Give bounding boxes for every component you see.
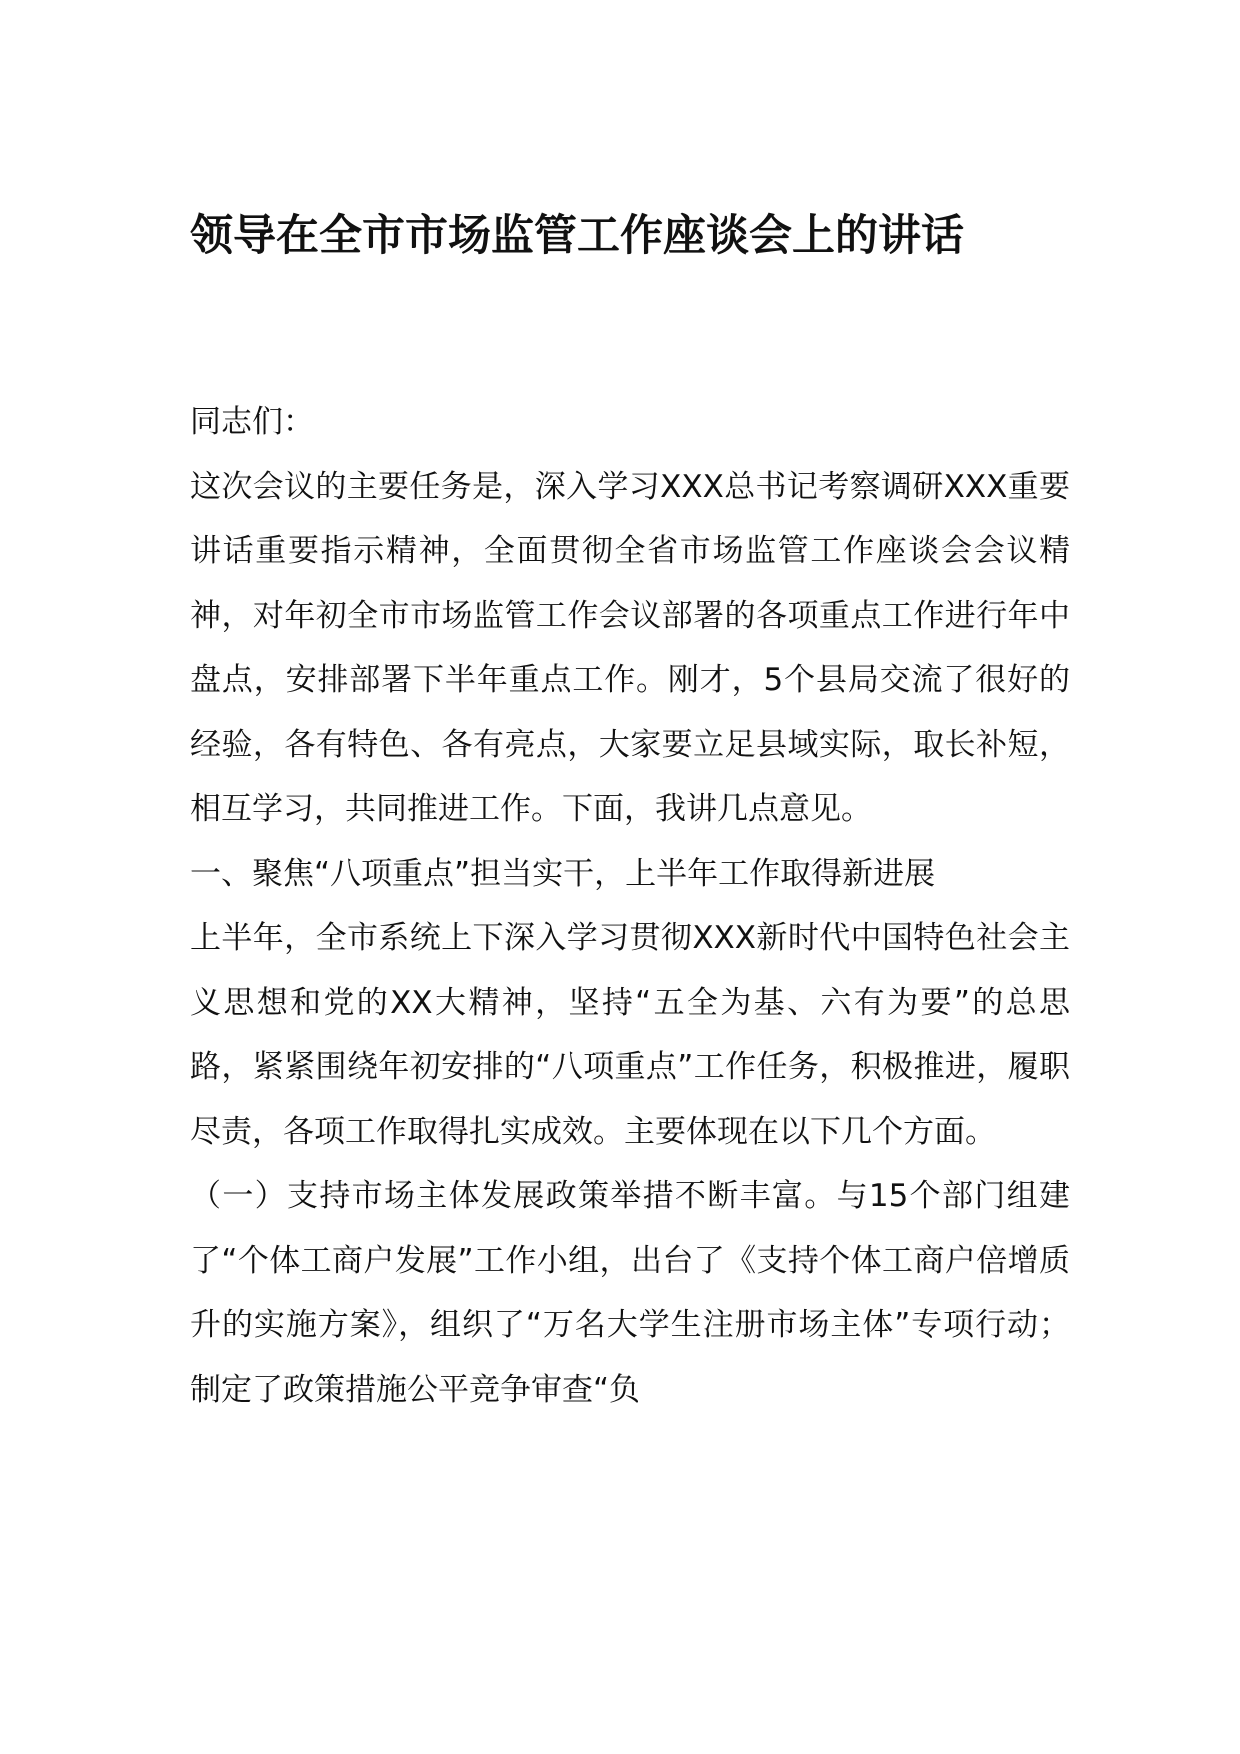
document-title: 领导在全市市场监管工作座谈会上的讲话 <box>190 211 964 261</box>
paragraph-intro: 这次会议的主要任务是，深入学习XXX总书记考察调研XXX重要讲话重要指示精神，全面贯彻全省市场监管工作座谈会会议精神，对年初全市市场监管工作会议部署的各项重点工作进行年中盘点，安排部署下半年重点工作。刚才，5个县局交流了很好的经验，各有特色、各有亮点，大家要立足县域实际，取长补短，相互学习，共同推进工作。下面，我讲几点意见。 <box>190 468 1070 827</box>
paragraph-policy: （一）支持市场主体发展政策举措不断丰富。与15个部门组建了“个体工商户发展”工作小组，出台了《支持个体工商户倍增质升的实施方案》，组织了“万名大学生注册市场主体”专项行动；制定了政策措施公平竞争审查“负 <box>190 1178 1070 1408</box>
paragraph-first-half: 上半年，全市系统上下深入学习贯彻XXX新时代中国特色社会主义思想和党的XX大精神，坚持“五全为基、六有为要”的总思路，紧紧围绕年初安排的“八项重点”工作任务，积极推进，履职尽责，各项工作取得扎实成效。主要体现在以下几个方面。 <box>190 920 1070 1150</box>
salutation: 同志们： <box>190 404 314 440</box>
document-body <box>190 390 1070 1422</box>
section-heading: 一、聚焦“八项重点”担当实干，上半年工作取得新进展 <box>190 855 936 892</box>
